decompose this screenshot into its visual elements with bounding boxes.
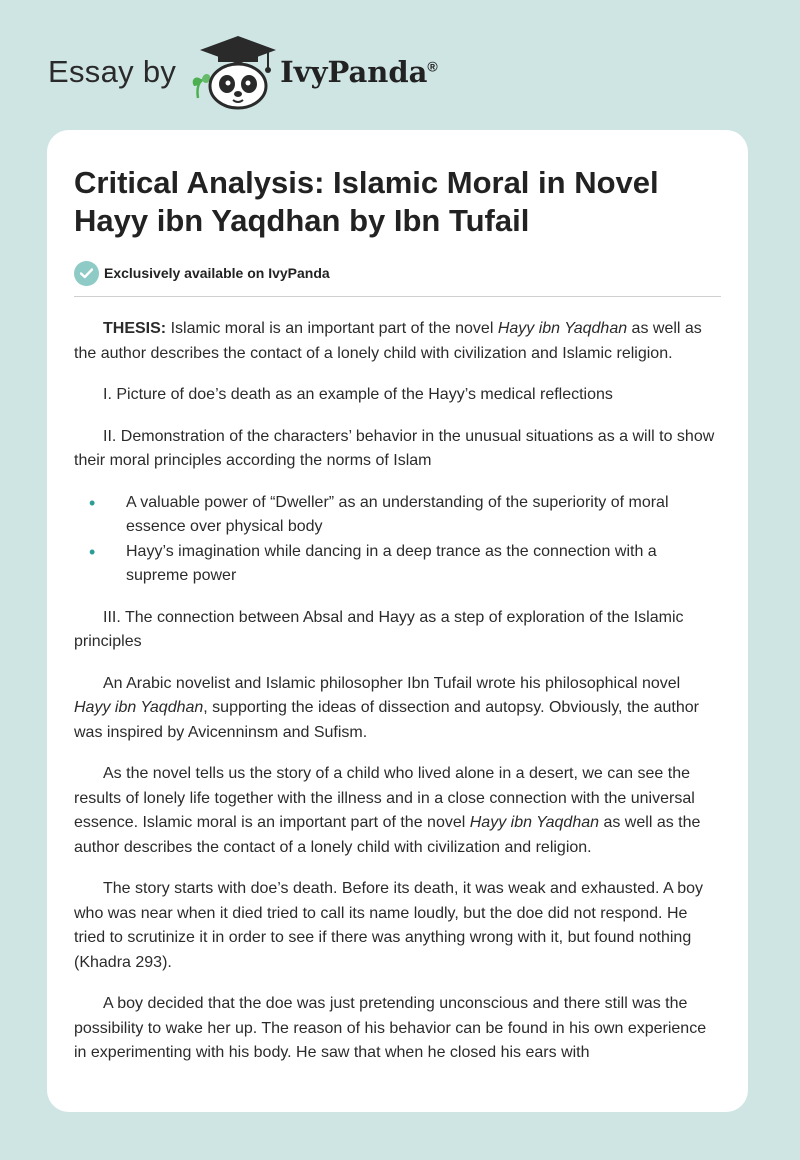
thesis-label: THESIS: xyxy=(103,320,167,337)
body-paragraph: An Arabic novelist and Islamic philosopher Ibn Tufail wrote his philosophical novel Hayy ibn Yaqdhan, supporting the ideas of dissection and autopsy. Obviously, the author was inspired by Avicenninsm and Sufism. xyxy=(74,674,699,741)
exclusive-badge xyxy=(74,260,721,286)
essay-card xyxy=(47,130,748,1112)
list-item: • A valuable power of “Dweller” as an understanding of the superiority of moral essence over physical body xyxy=(126,491,721,540)
outline-item-2: II. Demonstration of the characters’ behavior in the unusual situations as a will to show their moral principles according the norms of Islam xyxy=(74,427,715,469)
outline-item-3: III. The connection between Absal and Hayy as a step of exploration of the Islamic principles xyxy=(74,608,684,650)
check-circle-icon xyxy=(74,261,99,286)
registered-mark: ® xyxy=(427,58,438,75)
list-item: • Hayy’s imagination while dancing in a deep trance as the connection with a supreme power xyxy=(126,540,721,589)
brand-header[interactable] xyxy=(48,34,438,110)
brand-prefix: Essay by xyxy=(48,54,177,89)
bullet-list xyxy=(74,491,721,589)
panda-graduate-icon xyxy=(190,34,276,110)
body-paragraph: A boy decided that the doe was just pretending unconscious and there still was the possibility to wake her up. The reason of his behavior can be found in his own experience in experimenting with his body. He saw that when he closed his ears with xyxy=(74,995,707,1061)
brand-name: IvyPanda® xyxy=(280,55,438,89)
outline-item-1: I. Picture of doe’s death as an example of the Hayy’s medical reflections xyxy=(103,386,613,403)
thesis-paragraph: THESIS: Islamic moral is an important part of the novel Hayy ibn Yaqdhan as well as the author describes the contact of a lonely child with civilization and Islamic religion. xyxy=(74,320,702,362)
body-paragraph: The story starts with doe’s death. Before its death, it was weak and exhausted. A boy who was near when it died tried to call its name loudly, but the doe did not respond. He tried to scrutinize it in order to see if there was anything wrong with it, but found nothing (Khadra 293). xyxy=(74,880,704,971)
exclusive-label: Exclusively available on IvyPanda xyxy=(104,265,330,281)
essay-body xyxy=(74,317,721,1066)
body-paragraph: As the novel tells us the story of a child who lived alone in a desert, we can see the results of lonely life together with the illness and in a close connection with the universal essence. Islamic moral is an important part of the novel Hayy ibn Yaqdhan as well as the author describes the contact of a lonely child with civilization and religion. xyxy=(74,765,701,856)
page-title: Critical Analysis: Islamic Moral in Novel Hayy ibn Yaqdhan by Ibn Tufail xyxy=(74,165,659,238)
divider xyxy=(74,296,721,297)
